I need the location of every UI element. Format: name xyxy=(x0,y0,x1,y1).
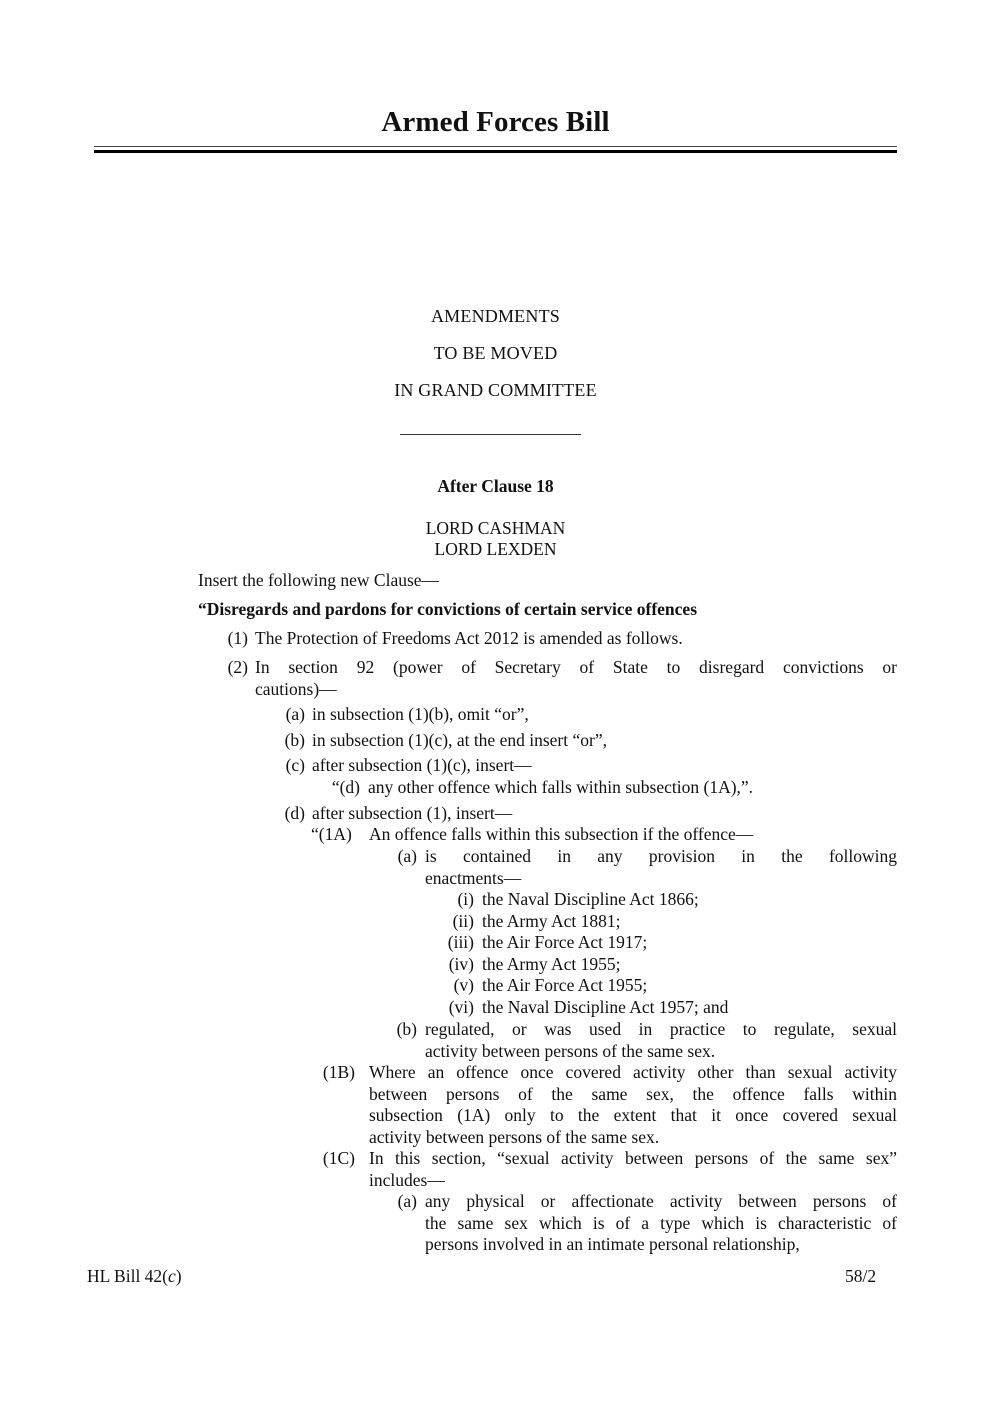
sub-paragraph-text: the Army Act 1955; xyxy=(482,954,621,974)
subsection-number: (2) xyxy=(227,657,248,677)
sponsor-2: LORD LEXDEN xyxy=(434,539,557,559)
sub-paragraph-number: (i) xyxy=(457,889,474,909)
heading-line-2: TO BE MOVED xyxy=(433,343,558,363)
paragraph-number: (c) xyxy=(285,755,305,775)
paragraph-text: any physical or affectionate activity between persons of xyxy=(425,1191,897,1211)
paragraph-text-cont: enactments— xyxy=(425,868,522,888)
amendment-intro: Insert the following new Clause— xyxy=(198,570,440,590)
paragraph-text: regulated, or was used in practice to regulate, sexual xyxy=(425,1019,897,1039)
title-rule-thin xyxy=(94,146,897,147)
paragraph-text: is contained in any provision in the following xyxy=(425,846,897,866)
paragraph-number: (a) xyxy=(397,846,417,866)
bill-reference xyxy=(87,1266,182,1287)
sub-paragraph-text: the Army Act 1881; xyxy=(482,911,621,931)
sub-paragraph-number: (iii) xyxy=(447,932,474,952)
sub-paragraph-number: (ii) xyxy=(452,911,474,931)
sub-paragraph-number: (v) xyxy=(453,975,474,995)
bill-reference-suffix: ) xyxy=(175,1266,182,1286)
heading-divider xyxy=(400,434,581,435)
paragraph-text: in subsection (1)(c), at the end insert “or”, xyxy=(312,730,607,750)
subsection-text: In section 92 (power of Secretary of State to disregard convictions or xyxy=(255,657,897,677)
inserted-paragraph-number: “(d) xyxy=(331,777,360,797)
document-title: Armed Forces Bill xyxy=(381,106,610,138)
subsection-1B-text: Where an offence once covered activity other than sexual activity xyxy=(369,1062,897,1082)
subsection-1A-number: “(1A) xyxy=(311,824,352,844)
subsection-1C-text: In this section, “sexual activity between persons of the same sex” xyxy=(369,1148,897,1168)
paragraph-number: (d) xyxy=(284,803,305,823)
subsection-number: (1) xyxy=(227,628,248,648)
paragraph-text: persons involved in an intimate personal relationship, xyxy=(425,1234,800,1254)
inserted-paragraph-text: any other offence which falls within subsection (1A),”. xyxy=(368,777,754,797)
paragraph-text: after subsection (1)(c), insert— xyxy=(312,755,532,775)
subsection-text-cont: cautions)— xyxy=(255,679,337,699)
subsection-1B-number: (1B) xyxy=(322,1062,355,1082)
sponsor-1: LORD CASHMAN xyxy=(425,518,566,538)
sub-paragraph-text: the Air Force Act 1955; xyxy=(482,975,648,995)
subsection-1C-number: (1C) xyxy=(322,1148,355,1168)
heading-line-3: IN GRAND COMMITTEE xyxy=(394,380,597,400)
paragraph-number: (a) xyxy=(397,1191,417,1211)
heading-line-1: AMENDMENTS xyxy=(430,306,560,326)
subsection-1B-text: activity between persons of the same sex. xyxy=(369,1127,660,1147)
bill-reference-prefix: HL Bill 42( xyxy=(87,1266,169,1286)
sub-paragraph-text: the Naval Discipline Act 1866; xyxy=(482,889,699,909)
sub-paragraph-text: the Naval Discipline Act 1957; and xyxy=(482,997,729,1017)
sub-paragraph-number: (iv) xyxy=(448,954,474,974)
paragraph-number: (a) xyxy=(285,704,305,724)
paragraph-text-cont: activity between persons of the same sex. xyxy=(425,1041,716,1061)
sub-paragraph-number: (vi) xyxy=(448,997,474,1017)
subsection-1B-text: subsection (1A) only to the extent that it once covered sexual xyxy=(369,1105,897,1125)
clause-title: “Disregards and pardons for convictions of certain service offences xyxy=(198,599,698,619)
paragraph-number: (b) xyxy=(284,730,305,750)
subsection-1C-text-cont: includes— xyxy=(369,1170,445,1190)
paragraph-text: after subsection (1), insert— xyxy=(312,803,513,823)
paragraph-number: (b) xyxy=(396,1019,417,1039)
amendment-location: After Clause 18 xyxy=(437,476,554,496)
paragraph-text: in subsection (1)(b), omit “or”, xyxy=(312,704,529,724)
page-reference: 58/2 xyxy=(845,1266,877,1286)
subsection-1A-text: An offence falls within this subsection if the offence— xyxy=(369,824,754,844)
subsection-text: The Protection of Freedoms Act 2012 is amended as follows. xyxy=(255,628,683,648)
subsection-1B-text: between persons of the same sex, the offence falls within xyxy=(369,1084,897,1104)
sub-paragraph-text: the Air Force Act 1917; xyxy=(482,932,648,952)
bill-reference-letter: c xyxy=(168,1266,176,1286)
title-rule-thick xyxy=(94,150,897,153)
paragraph-text: the same sex which is of a type which is characteristic of xyxy=(425,1213,897,1233)
